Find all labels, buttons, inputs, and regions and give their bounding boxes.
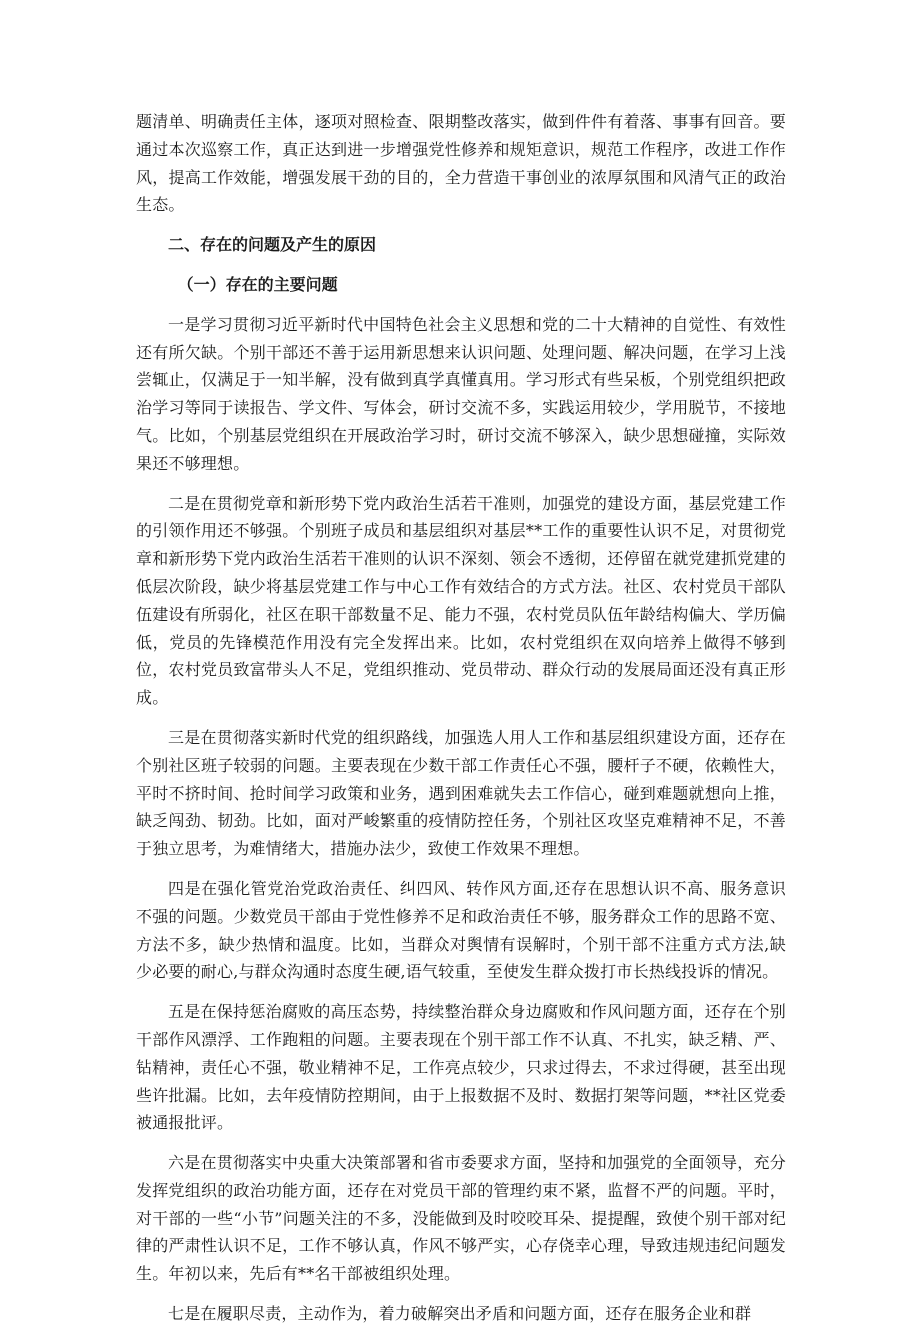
paragraph-2: 二是在贯彻党章和新形势下党内政治生活若干准则，加强党的建设方面，基层党建工作的引领作用还不够强。个别班子成员和基层组织对基层**工作的重要性认识不足，对贯彻党章和新形势下党内政治生活若干准则的认识不深刻、领会不透彻，还停留在就党建抓党建的低层次阶段，缺少将基层党建工作与中心工作有效结合的方式方法。社区、农村党员干部队伍建设有所弱化，社区在职干部数量不足、能力不强，农村党员队伍年龄结构偏大、学历偏低，党员的先锋模范作用没有完全发挥出来。比如，农村党组织在双向培养上做得不够到位，农村党员致富带头人不足，党组织推动、党员带动、群众行动的发展局面还没有真正形成。	[136, 493, 786, 708]
subsection-heading: （一）存在的主要问题	[177, 274, 338, 294]
document-page	[136, 108, 786, 1340]
intro-paragraph: 题清单、明确责任主体，逐项对照检查、限期整改落实，做到件件有着落、事事有回音。要通过本次巡察工作，真正达到进一步增强党性修养和规矩意识，规范工作程序，改进工作作风，提高工作效能，增强发展干劲的目的，全力营造干事创业的浓厚氛围和风清气正的政治生态。	[136, 112, 786, 215]
paragraph-3: 三是在贯彻落实新时代党的组织路线，加强选人用人工作和基层组织建设方面，还存在个别社区班子较弱的问题。主要表现在少数干部工作责任心不强，腰杆子不硬，依赖性大，平时不挤时间、抢时间学习政策和业务，遇到困难就失去工作信心，碰到难题就想向上推，缺乏闯劲、韧劲。比如，面对严峻繁重的疫情防控任务，个别社区攻坚克难精神不足，不善于独立思考，为难情绪大，措施办法少，致使工作效果不理想。	[136, 727, 786, 859]
paragraph-6: 六是在贯彻落实中央重大决策部署和省市委要求方面，坚持和加强党的全面领导，充分发挥党组织的政治功能方面，还存在对党员干部的管理约束不紧，监督不严的问题。平时，对干部的一些“小节”问题关注的不多，没能做到及时咬咬耳朵、提提醒，致使个别干部对纪律的严肃性认识不足，工作不够认真，作风不够严实，心存侥幸心理，导致违规违纪问题发生。年初以来，先后有**名干部被组织处理。	[136, 1153, 786, 1284]
paragraph-5: 五是在保持惩治腐败的高压态势，持续整治群众身边腐败和作风问题方面，还存在个别干部作风漂浮、工作跑粗的问题。主要表现在个别干部工作不认真、不扎实，缺乏精、严、钻精神，责任心不强，敬业精神不足，工作亮点较少，只求过得去，不求过得硬，甚至出现些许批漏。比如，去年疫情防控期间，由于上报数据不及时、数据打架等问题，**社区党委被通报批评。	[136, 1002, 786, 1133]
paragraph-7: 七是在履职尽责，主动作为，着力破解突出矛盾和问题方面，还存在服务企业和群	[168, 1304, 752, 1324]
paragraph-4: 四是在强化管党治党政治责任、纠四风、转作风方面,还存在思想认识不高、服务意识不强的问题。少数党员干部由于党性修养不足和政治责任不够，服务群众工作的思路不宽、方法不多，缺少热情和温度。比如，当群众对舆情有误解时，个别干部不注重方式方法,缺少必要的耐心,与群众沟通时态度生硬,语气较重，至使发生群众拨打市长热线投诉的情况。	[136, 878, 786, 982]
paragraph-1: 一是学习贯彻习近平新时代中国特色社会主义思想和党的二十大精神的自觉性、有效性还有所欠缺。个别干部还不善于运用新思想来认识问题、处理问题、解决问题，在学习上浅尝辄止，仅满足于一知半解，没有做到真学真懂真用。学习形式有些呆板，个别党组织把政治学习等同于读报告、学文件、写体会，研讨交流不多，实践运用较少，学用脱节，不接地气。比如，个别基层党组织在开展政治学习时，研讨交流不够深入，缺少思想碰撞，实际效果还不够理想。	[136, 314, 786, 473]
section-heading: 二、存在的问题及产生的原因	[168, 235, 377, 255]
